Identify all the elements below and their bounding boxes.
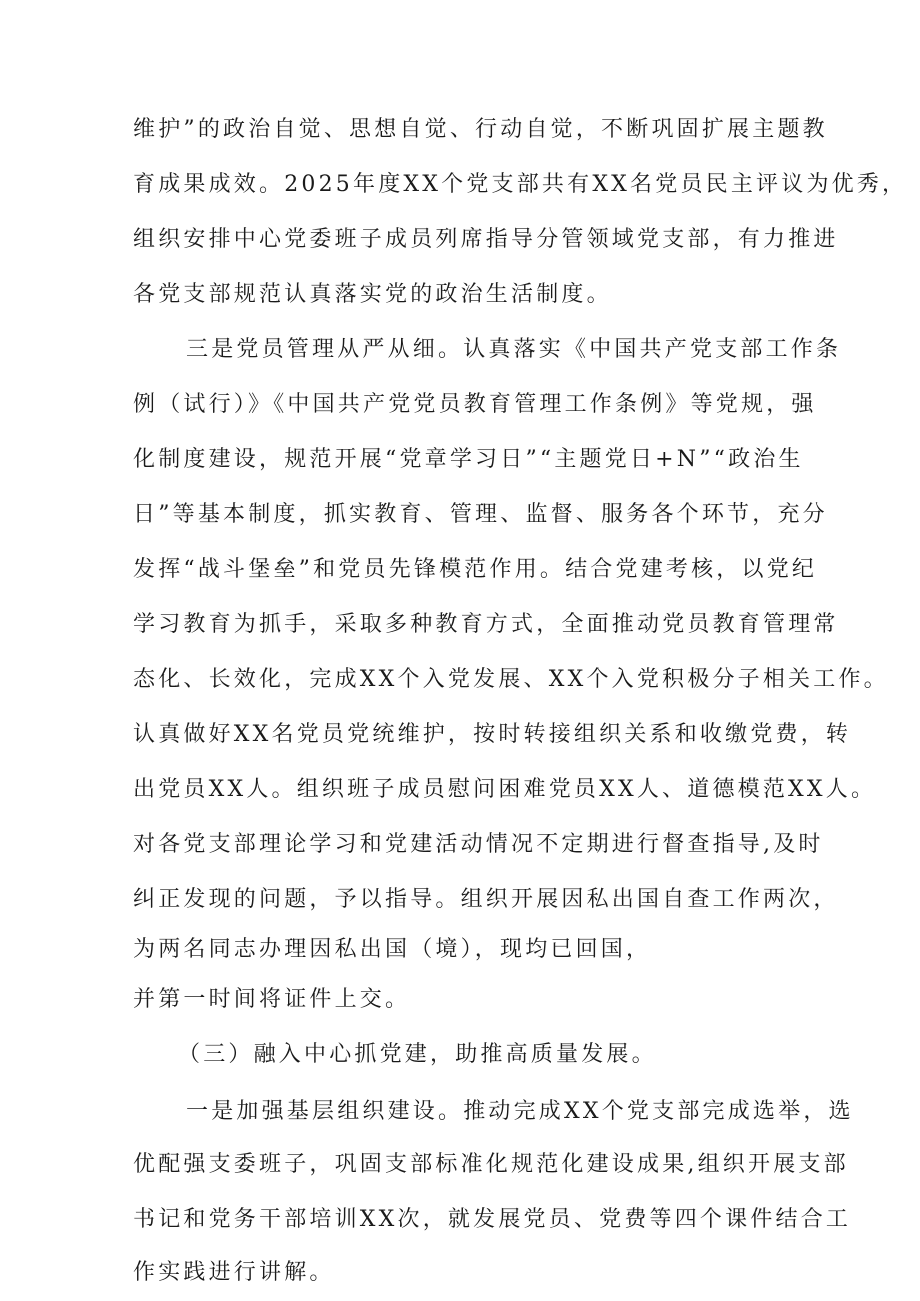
paragraph-2-line-11: 纠正发现的问题，予以指导。组织开展因私出国自查工作两次， — [133, 887, 839, 912]
section-heading-3: （三）融入中心抓党建，助推高质量发展。 — [178, 1042, 657, 1067]
paragraph-2-line-2: 例（试行）》《中国共产党党员教育管理工作条例》等党规，强 — [133, 392, 817, 417]
paragraph-1-line-1: 维护”的政治自觉、思想自觉、行动自觉，不断巩固扩展主题教 — [133, 117, 828, 142]
paragraph-2-line-3: 化制度建设，规范开展“党章学习日”“主题党日+N”“政治生 — [133, 447, 804, 472]
paragraph-2-line-12: 为两名同志办理因私出国（境），现均已回国， — [133, 937, 652, 962]
paragraph-3-line-3: 书记和党务干部培训XX次，就发展党员、党费等四个课件结合工 — [133, 1207, 852, 1232]
paragraph-2-line-8: 认真做好XX名党员党统维护，按时转接组织关系和收缴党费，转 — [133, 722, 852, 747]
paragraph-2-line-6: 学习教育为抓手，采取多种教育方式，全面推动党员教育管理常 — [133, 612, 839, 637]
paragraph-2-line-9: 出党员XX人。组织班子成员慰问困难党员XX人、道德模范XX人。 — [133, 777, 877, 802]
paragraph-1-line-3: 组织安排中心党委班子成员列席指导分管领域党支部，有力推进 — [133, 227, 839, 252]
paragraph-3-line-1: 一是加强基层组织建设。推动完成XX个党支部完成选举，选 — [186, 1099, 854, 1124]
paragraph-1-line-2: 育成果成效。2025年度XX个党支部共有XX名党员民主评议为优秀， — [133, 172, 908, 197]
paragraph-3-line-2: 优配强支委班子，巩固支部标准化规范化建设成果,组织开展支部 — [133, 1152, 849, 1177]
paragraph-3-line-4: 作实践进行讲解。 — [133, 1260, 335, 1285]
paragraph-2-line-7: 态化、长效化，完成XX个入党发展、XX个入党积极分子相关工作。 — [133, 667, 889, 692]
paragraph-1-line-4: 各党支部规范认真落实党的政治生活制度。 — [133, 282, 612, 307]
paragraph-2-line-10: 对各党支部理论学习和党建活动情况不定期进行督查指导,及时 — [133, 832, 824, 857]
paragraph-2-line-13: 并第一时间将证件上交。 — [133, 987, 411, 1012]
paragraph-2-line-5: 发挥“战斗堡垒”和党员先锋模范作用。结合党建考核，以党纪 — [133, 557, 818, 582]
paragraph-2-line-1: 三是党员管理从严从细。认真落实《中国共产党支部工作条 — [186, 337, 842, 362]
paragraph-2-line-4: 日”等基本制度，抓实教育、管理、监督、服务各个环节，充分 — [133, 502, 828, 527]
